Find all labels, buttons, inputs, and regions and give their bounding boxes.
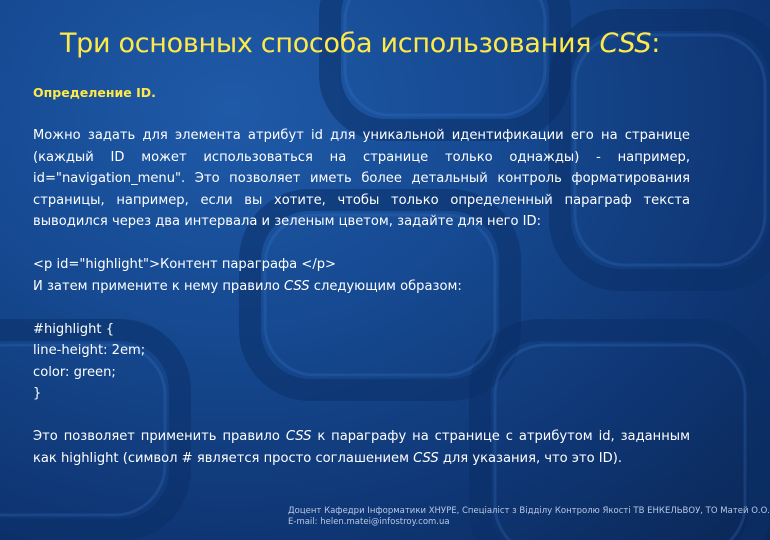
apply-rule-text: И затем примените к нему правило <box>33 278 285 294</box>
closing-css-2: CSS <box>413 450 439 466</box>
closing-text-2: к параграфу на странице с атрибутом id, заданным как highlight (символ # является просто соглашением <box>33 429 690 466</box>
closing-text-1: Это позволяет применить правило <box>33 429 286 444</box>
subheading: Определение ID. <box>33 85 156 100</box>
apply-rule-css: CSS <box>284 278 310 294</box>
title-main: Три основных способа использования <box>59 28 600 59</box>
author-footer <box>288 506 770 528</box>
code-line: #highlight { <box>33 321 115 337</box>
closing-paragraph <box>33 426 690 469</box>
slide-title <box>0 28 720 59</box>
code-line: color: green; <box>33 364 116 380</box>
closing-text-3: для указания, что это ID). <box>438 450 623 466</box>
code-line: } <box>33 386 42 401</box>
apply-rule-line <box>33 276 690 298</box>
footer-email: E-mail: helen.matei@infostroy.com.ua <box>288 517 450 527</box>
title-tail: : <box>651 28 661 59</box>
code-example: <p id="highlight">Контент параграфа </p> <box>33 257 337 272</box>
apply-rule-tail: следующим образом: <box>309 278 462 294</box>
slide-body <box>33 82 690 469</box>
closing-css-1: CSS <box>285 429 312 444</box>
title-css: CSS <box>599 28 652 59</box>
footer-author-line: Доцент Кафедри Інформатики ХНУРЕ, Спеціаліст з Відділу Контролю Якості ТВ ЕНКЕЛЬВОУ, ТО Матей О.О. <box>288 506 770 516</box>
code-line: line-height: 2em; <box>33 343 146 358</box>
paragraph-id-definition: Можно задать для элемента атрибут id для уникальной идентификации его на странице (каждый ID может использоваться на странице только однажды) - например, id="navigation_menu". Это позволяет иметь более детальный контроль форматирования страницы, например, если вы хотите, чтобы только определенный параграф текста выводился через два интервала и зеленым цветом, задайте для него ID: <box>33 128 690 229</box>
